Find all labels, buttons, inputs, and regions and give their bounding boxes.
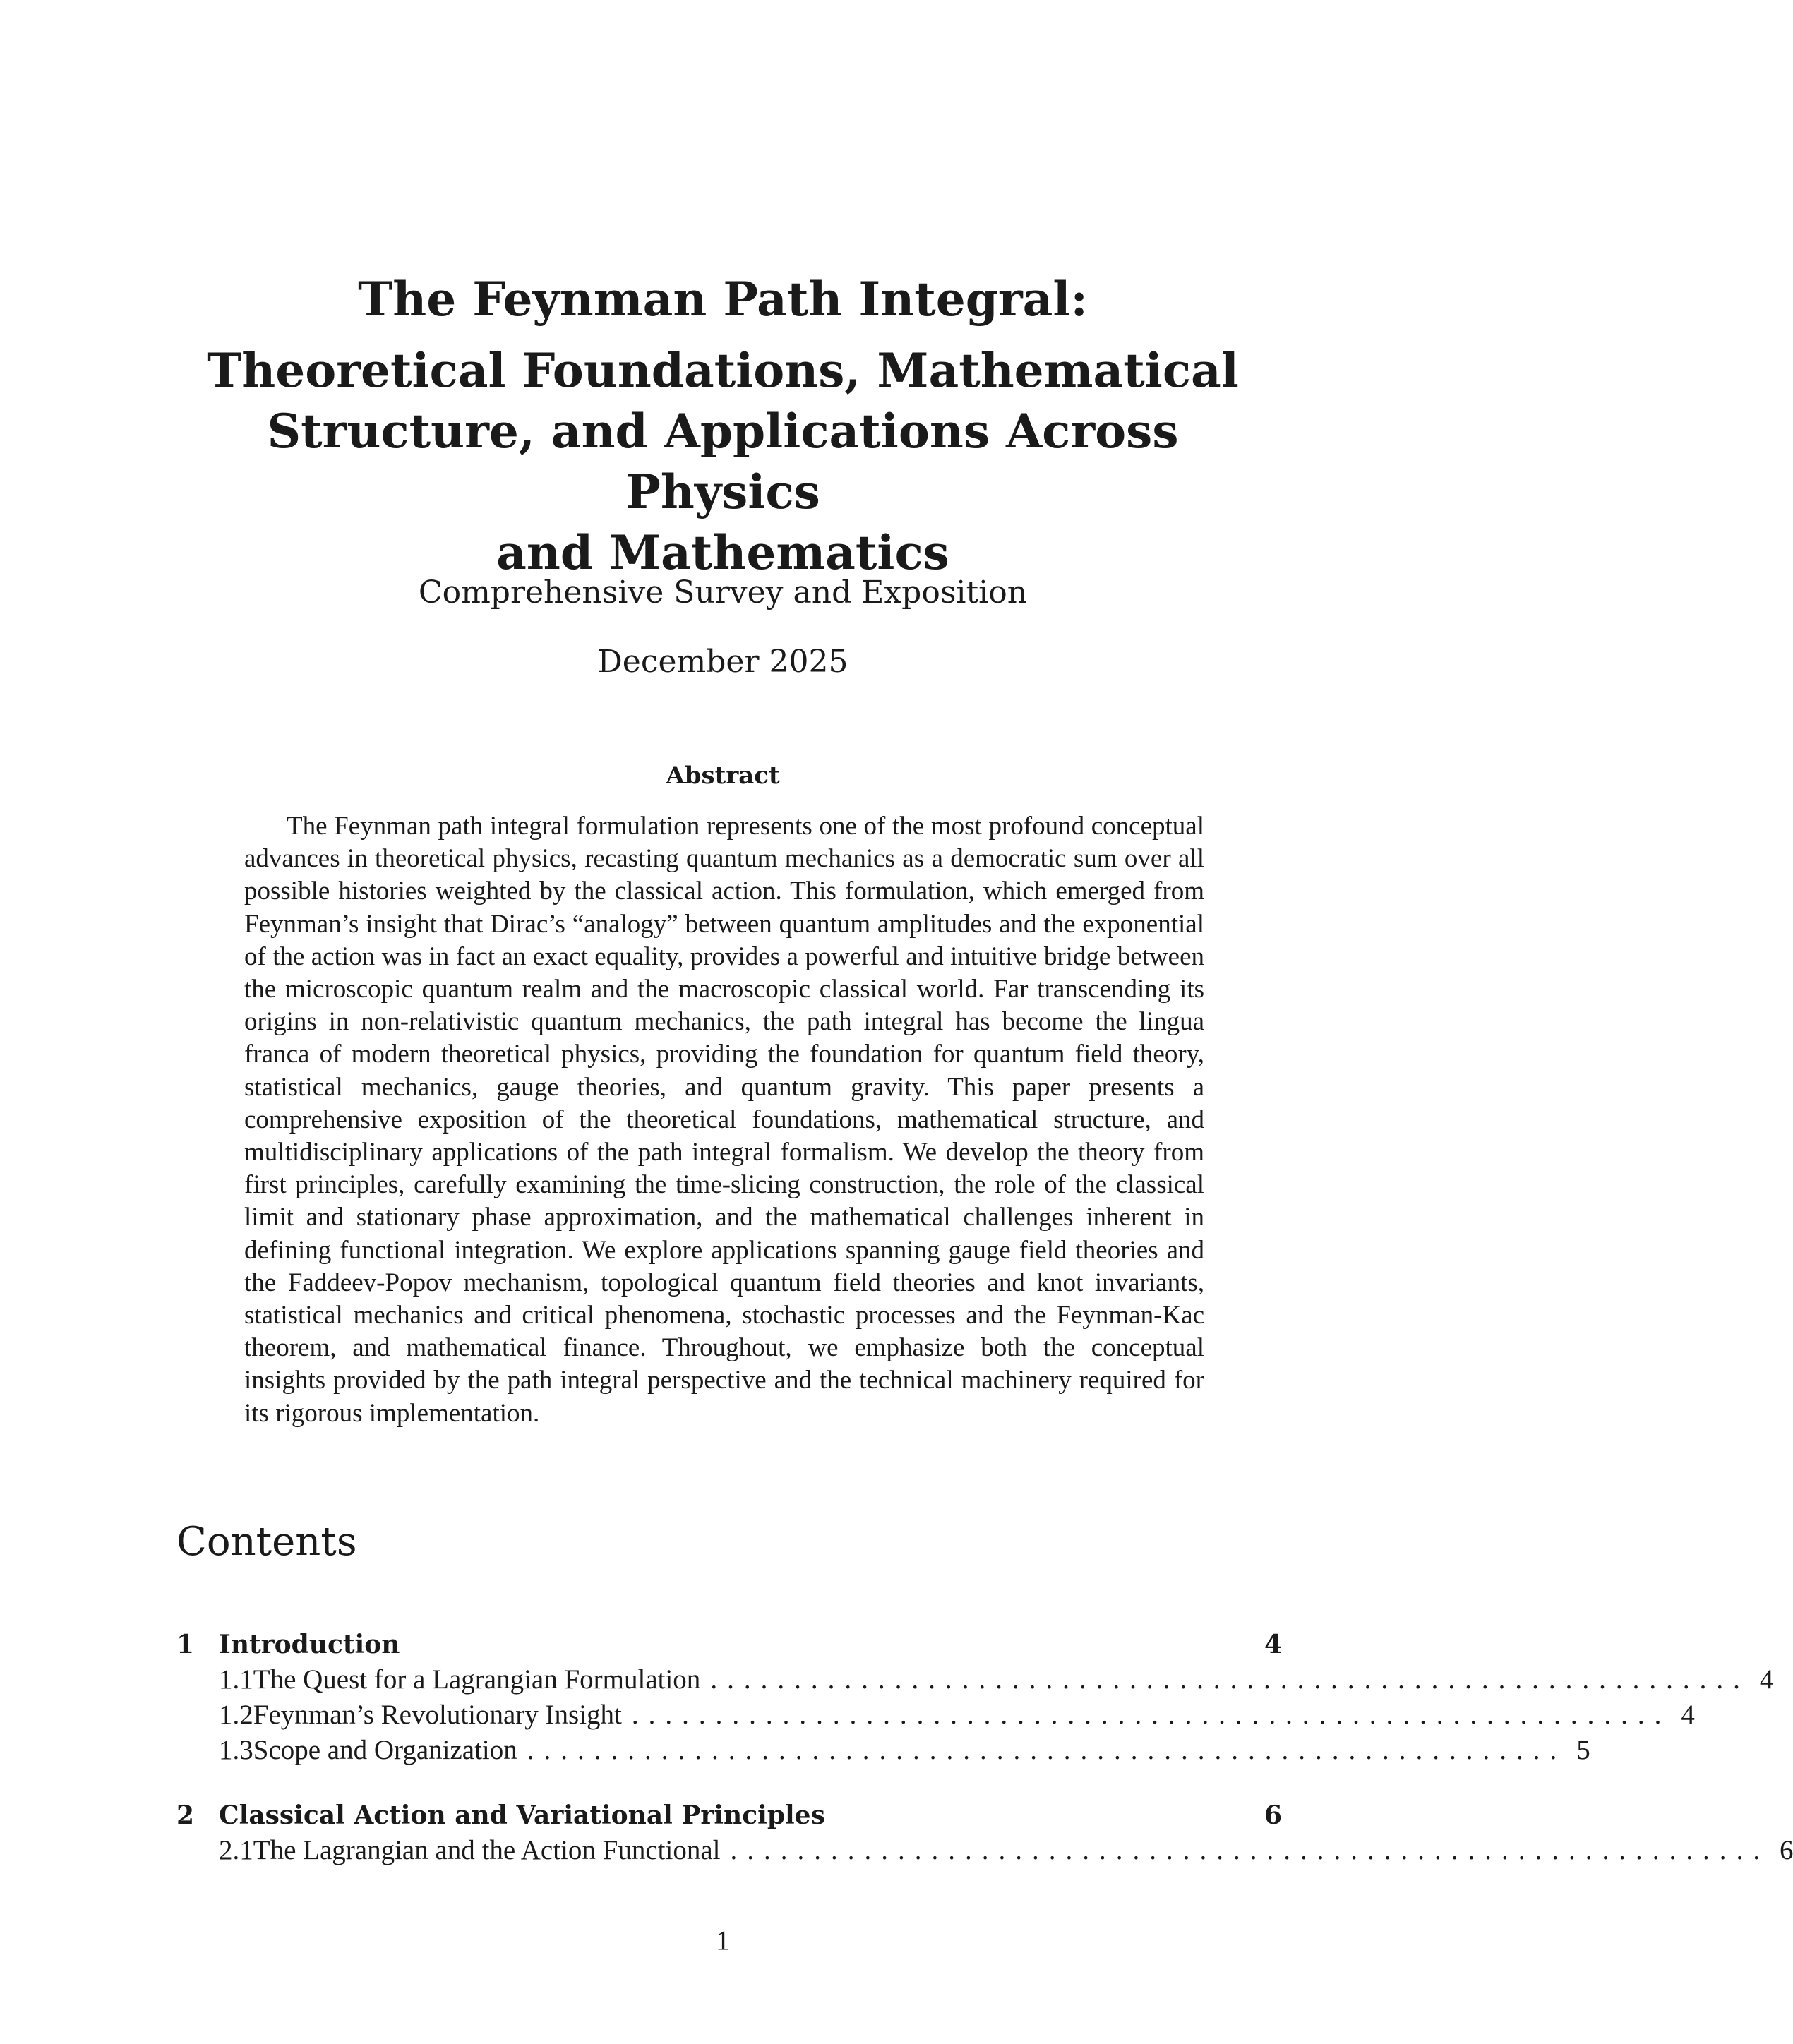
toc-subsection-page: 4: [1681, 1700, 1695, 1730]
toc-subsection-page: 6: [1779, 1835, 1793, 1865]
toc-subsection-title: The Quest for a Lagrangian Formulation: [253, 1664, 701, 1695]
paper-date: December 2025: [597, 644, 848, 680]
toc-dot-leader: ..............................................................: [631, 1700, 1672, 1730]
table-of-contents: [176, 1627, 1793, 1868]
toc-dot-leader: ..............................................................: [710, 1664, 1750, 1695]
title-line-2: Theoretical Foundations, Mathematical: [207, 343, 1239, 398]
title-line-1: The Feynman Path Integral:: [358, 272, 1088, 327]
title-line-4: and Mathematics: [496, 525, 949, 580]
toc-subsection-title: The Lagrangian and the Action Functional: [253, 1835, 721, 1865]
paper-subtitle: Comprehensive Survey and Exposition: [418, 575, 1028, 611]
toc-subsection-1-3[interactable]: [176, 1733, 1590, 1768]
toc-subsection-1-1[interactable]: [176, 1662, 1774, 1697]
toc-subsection-2-1[interactable]: [176, 1833, 1793, 1868]
toc-subsection-page: 4: [1759, 1664, 1774, 1695]
toc-subsection-number: 1.3: [219, 1735, 253, 1765]
toc-section-title: Classical Action and Variational Principles: [219, 1800, 825, 1830]
toc-subsection-number: 1.1: [219, 1664, 253, 1695]
abstract-heading: Abstract: [666, 762, 780, 790]
toc-section-1[interactable]: [176, 1627, 1282, 1662]
toc-subsection-title: Scope and Organization: [253, 1735, 517, 1765]
abstract-body: The Feynman path integral formulation represents one of the most profound conceptual advances in theoretical physics, recasting quantum mechanics as a democratic sum over all possible histories weighted by the classical action. This formulation, which emerged from Feynman’s insight that Dirac’s “analogy” between quantum amplitudes and the exponential of the action was in fact an exact equality, provides a powerful and intuitive bridge between the microscopic quantum realm and the macroscopic classical world. Far transcending its origins in non-relativistic quantum mechanics, the path integral has become the lingua franca of modern theoretical physics, providing the foundation for quantum field theory, statistical mechanics, gauge theories, and quantum gravity. This paper presents a comprehensive exposition of the theoretical foundations, mathematical structure, and multidisciplinary applications of the path integral formalism. We develop the theory from first principles, carefully examining the time-slicing construction, the role of the classical limit and stationary phase approximation, and the mathematical challenges inherent in defining functional integration. We explore applications spanning gauge field theories and the Faddeev-Popov mechanism, topological quantum field theories and knot invariants, statistical mechanics and critical phenomena, stochastic processes and the Feynman-Kac theorem, and mathematical finance. Throughout, we emphasize both the conceptual insights provided by the path integral perspective and the technical machinery required for its rigorous implementation.: [244, 812, 1204, 1428]
title-line-3: Structure, and Applications Across Physics: [267, 404, 1179, 519]
contents-heading: Contents: [176, 1519, 357, 1565]
toc-section-title: Introduction: [219, 1630, 400, 1659]
toc-section-number: 1: [176, 1630, 195, 1659]
toc-section-number: 2: [176, 1800, 195, 1830]
toc-section-2[interactable]: [176, 1798, 1282, 1833]
page-number: 1: [716, 1925, 730, 1956]
toc-subsection-1-2[interactable]: [176, 1697, 1695, 1733]
toc-subsection-title: Feynman’s Revolutionary Insight: [253, 1700, 622, 1730]
toc-section-page: 4: [1264, 1630, 1282, 1659]
toc-dot-leader: ..............................................................: [527, 1735, 1567, 1765]
toc-subsection-number: 1.2: [219, 1700, 253, 1730]
toc-subsection-page: 5: [1576, 1735, 1590, 1765]
toc-subsection-number: 2.1: [219, 1835, 253, 1865]
toc-dot-leader: ..............................................................: [730, 1835, 1770, 1865]
toc-section-page: 6: [1264, 1800, 1282, 1830]
paper-title: [176, 268, 1269, 583]
